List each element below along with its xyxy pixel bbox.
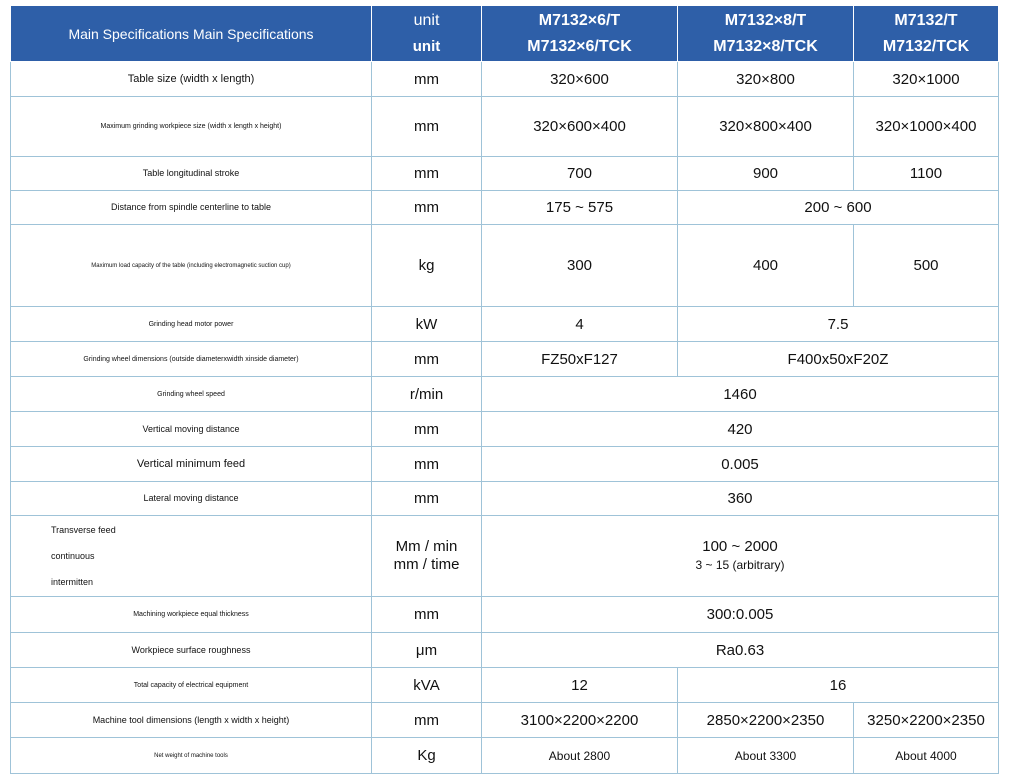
header-row — [11, 6, 999, 62]
table-row — [11, 738, 999, 774]
row-unit: μm — [372, 633, 482, 668]
row-value: Ra0.63 — [482, 633, 999, 668]
table-row — [11, 516, 999, 597]
table-row — [11, 191, 999, 225]
row-unit: mm — [372, 447, 482, 482]
row-name: Table size (width x length) — [11, 62, 372, 97]
row-value: About 3300 — [678, 738, 854, 774]
row-unit: mm — [372, 597, 482, 633]
row-unit: r/min — [372, 377, 482, 412]
row-value: 500 — [854, 225, 999, 307]
header-name: Main Specifications Main Specifications — [11, 6, 372, 62]
feed-value-intermittent: 3 ~ 15 (arbitrary) — [695, 558, 785, 572]
row-name: Grinding wheel speed — [11, 377, 372, 412]
table-row — [11, 157, 999, 191]
row-value: 2850×2200×2350 — [678, 703, 854, 738]
row-name: Vertical minimum feed — [11, 447, 372, 482]
header-unit-top: unit — [413, 11, 440, 29]
header-model-1 — [482, 6, 678, 62]
model-3-line2: M7132/TCK — [882, 37, 970, 55]
table-row — [11, 597, 999, 633]
specifications-table — [10, 5, 999, 774]
header-model-2 — [678, 6, 854, 62]
row-value: 0.005 — [482, 447, 999, 482]
row-value: FZ50xF127 — [482, 342, 678, 377]
row-name: Machining workpiece equal thickness — [11, 597, 372, 633]
row-value: 300:0.005 — [482, 597, 999, 633]
row-value: 3100×2200×2200 — [482, 703, 678, 738]
row-value: 320×800 — [678, 62, 854, 97]
row-value: 320×600 — [482, 62, 678, 97]
model-1-line2: M7132×6/TCK — [527, 37, 632, 55]
row-unit — [372, 516, 482, 597]
row-name: Table longitudinal stroke — [11, 157, 372, 191]
table-row — [11, 482, 999, 516]
table-row — [11, 377, 999, 412]
row-unit: kVA — [372, 668, 482, 703]
row-value — [482, 516, 999, 597]
feed-unit-continuous: Mm / min — [395, 538, 458, 555]
row-value: 7.5 — [678, 307, 999, 342]
row-value: 420 — [482, 412, 999, 447]
row-value: 175 ~ 575 — [482, 191, 678, 225]
row-unit: mm — [372, 157, 482, 191]
row-value: 3250×2200×2350 — [854, 703, 999, 738]
table-row — [11, 62, 999, 97]
row-name: Grinding wheel dimensions (outside diameterxwidth xinside diameter) — [11, 342, 372, 377]
row-unit: kW — [372, 307, 482, 342]
row-value: 700 — [482, 157, 678, 191]
table-row — [11, 97, 999, 157]
row-unit: mm — [372, 342, 482, 377]
header-model-3 — [854, 6, 999, 62]
row-value: 360 — [482, 482, 999, 516]
row-name: Distance from spindle centerline to table — [11, 191, 372, 225]
row-value: About 2800 — [482, 738, 678, 774]
row-unit: mm — [372, 412, 482, 447]
row-value: 200 ~ 600 — [678, 191, 999, 225]
model-2-line2: M7132×8/TCK — [713, 37, 818, 55]
feed-unit-intermittent: mm / time — [393, 556, 460, 573]
row-name — [11, 516, 372, 597]
table-row — [11, 668, 999, 703]
table-row — [11, 447, 999, 482]
model-2-line1: M7132×8/T — [724, 11, 807, 29]
row-value: 16 — [678, 668, 999, 703]
row-name: Total capacity of electrical equipment — [11, 668, 372, 703]
row-value: 12 — [482, 668, 678, 703]
row-value: 320×600×400 — [482, 97, 678, 157]
feed-sub-continuous: continuous — [51, 551, 95, 561]
table-row — [11, 703, 999, 738]
row-value: 320×1000×400 — [854, 97, 999, 157]
model-3-line1: M7132/T — [894, 11, 958, 29]
row-value: F400x50xF20Z — [678, 342, 999, 377]
table-row — [11, 633, 999, 668]
table-row — [11, 412, 999, 447]
row-value: 1460 — [482, 377, 999, 412]
row-value: 320×1000 — [854, 62, 999, 97]
table-row — [11, 342, 999, 377]
row-name: Net weight of machine tools — [11, 738, 372, 774]
feed-sub-intermittent: intermitten — [51, 577, 94, 587]
row-name: Workpiece surface roughness — [11, 633, 372, 668]
row-value: 1100 — [854, 157, 999, 191]
row-value: 4 — [482, 307, 678, 342]
row-unit: mm — [372, 191, 482, 225]
row-value: About 4000 — [854, 738, 999, 774]
row-value: 300 — [482, 225, 678, 307]
header-unit — [372, 6, 482, 62]
feed-value-continuous: 100 ~ 2000 — [702, 538, 778, 555]
row-name: Lateral moving distance — [11, 482, 372, 516]
table-row — [11, 225, 999, 307]
row-unit: mm — [372, 62, 482, 97]
row-value: 400 — [678, 225, 854, 307]
row-unit: mm — [372, 97, 482, 157]
row-unit: mm — [372, 482, 482, 516]
row-name: Grinding head motor power — [11, 307, 372, 342]
feed-title: Transverse feed — [51, 525, 116, 535]
row-name: Maximum grinding workpiece size (width x length x height) — [11, 97, 372, 157]
row-name: Machine tool dimensions (length x width x height) — [11, 703, 372, 738]
header-unit-bottom: unit — [412, 37, 441, 55]
row-value: 900 — [678, 157, 854, 191]
row-name: Maximum load capacity of the table (including electromagnetic suction cup) — [11, 225, 372, 307]
model-1-line1: M7132×6/T — [538, 11, 621, 29]
row-value: 320×800×400 — [678, 97, 854, 157]
row-unit: kg — [372, 225, 482, 307]
row-unit: Kg — [372, 738, 482, 774]
table-row — [11, 307, 999, 342]
row-unit: mm — [372, 703, 482, 738]
row-name: Vertical moving distance — [11, 412, 372, 447]
